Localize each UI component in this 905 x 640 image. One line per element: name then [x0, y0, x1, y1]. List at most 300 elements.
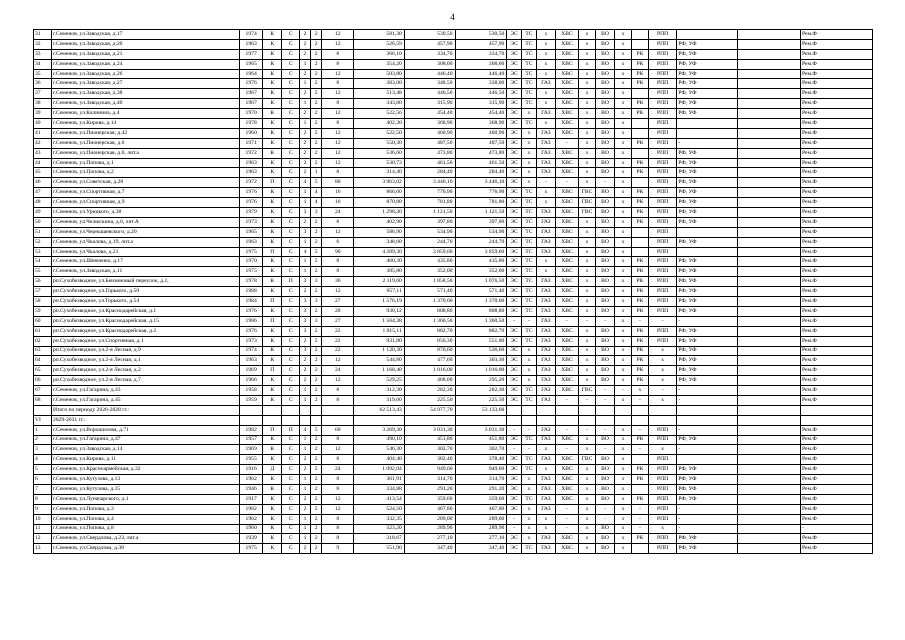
table-cell: ВО [596, 494, 615, 504]
table-cell: ХВС [555, 534, 578, 544]
table-cell: 62 513,43 [354, 405, 405, 415]
table-row [34, 356, 873, 366]
address-cell: г.Семенов, ул.Заводская, д.38 [51, 89, 239, 99]
table-cell: ХВС [555, 198, 578, 208]
table-cell: 1965 [240, 227, 263, 237]
table-cell [631, 415, 648, 425]
table-cell: 1 360,50 [455, 316, 507, 326]
table-cell: ГАЗ [536, 395, 555, 405]
table-cell: 1916 [240, 465, 263, 475]
table-cell: ГАЗ [536, 484, 555, 494]
table-cell: 2 [310, 504, 322, 514]
table-cell: 490,10 [354, 435, 405, 445]
table-cell: х [579, 524, 596, 534]
table-cell: х [536, 198, 555, 208]
table-cell: Рем.Ф [800, 425, 872, 435]
table-row [34, 326, 873, 336]
table-cell: 12 [322, 128, 354, 138]
table-cell: 776,90 [404, 188, 455, 198]
table-cell: 8 [322, 168, 354, 178]
table-cell: 1965 [240, 59, 263, 69]
table-cell: 57 [34, 287, 52, 297]
table-cell: ВО [596, 346, 615, 356]
table-cell: ЭС [507, 257, 522, 267]
table-cell: РФ, УФ [677, 534, 737, 544]
address-cell: г.Семенов, ул.Пионерская, д.42 [51, 128, 239, 138]
table-cell: ВО [596, 366, 615, 376]
table-cell: Рем.Ф [800, 326, 872, 336]
table-cell: Рем.Ф [800, 297, 872, 307]
table-cell: РК [631, 99, 648, 109]
address-cell: рп.Сухобезводное, ул.2-я Лесная, д.7 [51, 376, 239, 386]
table-cell: х [536, 257, 555, 267]
table-cell: ВО [596, 99, 615, 109]
table-cell [737, 49, 800, 59]
table-cell: х [522, 128, 537, 138]
table-cell: РПП [648, 455, 677, 465]
table-cell: К [263, 208, 282, 218]
table-row [34, 435, 873, 445]
table-cell: 50 [34, 217, 52, 227]
table-cell: С [282, 494, 300, 504]
table-cell: х [615, 178, 632, 188]
table-cell: ЭС [507, 366, 522, 376]
table-cell: х [615, 148, 632, 158]
table-cell: х [536, 465, 555, 475]
table-cell: - [507, 514, 522, 524]
table-cell: х [579, 89, 596, 99]
table-cell: К [263, 267, 282, 277]
table-cell: РПП [648, 59, 677, 69]
table-cell: 2 [300, 39, 311, 49]
table-cell: - [631, 504, 648, 514]
table-cell: ГАЗ [536, 376, 555, 386]
address-cell: г.Семенов, ул.Заводская, д.11 [51, 267, 239, 277]
table-cell [737, 465, 800, 475]
table-cell: 1 [300, 79, 311, 89]
table-row [34, 524, 873, 534]
table-cell: 1972 [240, 178, 263, 188]
table-cell: Рем.Ф [800, 465, 872, 475]
table-cell: 1946 [240, 484, 263, 494]
table-cell: х [615, 39, 632, 49]
table-cell: 2 [310, 514, 322, 524]
table-cell: 1979 [240, 208, 263, 218]
table-cell: РФ, УФ [677, 435, 737, 445]
table-row [34, 89, 873, 99]
table-cell: х [579, 247, 596, 257]
table-cell: 8 [322, 217, 354, 227]
table-cell: Рем.Ф [800, 39, 872, 49]
table-cell: 11 [34, 524, 52, 534]
table-cell: 1963 [240, 237, 263, 247]
table-cell: х [615, 297, 632, 307]
table-cell: 1 121,50 [404, 208, 455, 218]
table-cell: ВО [596, 148, 615, 158]
table-cell: РПП [648, 544, 677, 554]
table-cell: 404,40 [354, 455, 405, 465]
table-cell: С [282, 237, 300, 247]
table-cell: С [282, 346, 300, 356]
table-cell: РФ, УФ [677, 257, 737, 267]
table-cell [507, 415, 522, 425]
table-cell: 5 [310, 247, 322, 257]
table-row [34, 49, 873, 59]
table-cell: РФ, УФ [677, 356, 737, 366]
table-row [34, 257, 873, 267]
table-cell: - [596, 178, 615, 188]
table-cell [737, 504, 800, 514]
table-cell: х [579, 138, 596, 148]
table-cell: РПП [648, 297, 677, 307]
table-cell [677, 30, 737, 40]
table-cell: 8 [322, 455, 354, 465]
address-cell: 2029-2031 гг.: [51, 415, 239, 425]
table-cell: 2 [310, 267, 322, 277]
table-cell: К [263, 89, 282, 99]
table-cell: 378,40 [455, 455, 507, 465]
page-number: 4 [450, 12, 455, 22]
table-cell: ЭС [507, 109, 522, 119]
table-cell: К [263, 326, 282, 336]
table-cell: 5 [34, 465, 52, 475]
table-cell: х [615, 524, 632, 534]
table-cell: РФ, УФ [677, 59, 737, 69]
table-cell [737, 99, 800, 109]
table-cell: 882,70 [455, 326, 507, 336]
table-row [34, 484, 873, 494]
table-cell: Рем.Ф [800, 277, 872, 287]
table-cell: 348,50 [404, 79, 455, 89]
table-cell [677, 415, 737, 425]
table-cell: Рем.Ф [800, 109, 872, 119]
table-cell [737, 39, 800, 49]
table-cell: Рем.Ф [800, 99, 872, 109]
table-cell: ГАЗ [536, 79, 555, 89]
table-cell: РФ, УФ [677, 267, 737, 277]
table-cell: 12 [322, 356, 354, 366]
table-cell: Рем.Ф [800, 217, 872, 227]
table-row [34, 247, 873, 257]
table-cell: ХВС [555, 465, 578, 475]
table-cell: С [282, 287, 300, 297]
table-cell: ГАЗ [536, 346, 555, 356]
table-cell: 1 [300, 435, 311, 445]
table-cell: ХВС [555, 119, 578, 129]
table-cell: 435,80 [404, 257, 455, 267]
table-cell: х [579, 494, 596, 504]
table-cell: х [648, 346, 677, 356]
table-cell: х [648, 356, 677, 366]
table-cell: х [615, 158, 632, 168]
table-cell: РК [631, 59, 648, 69]
table-cell: 454,40 [455, 109, 507, 119]
address-cell: г.Семенов, ул.Спортивная, д.7 [51, 188, 239, 198]
table-cell: Рем.Ф [800, 316, 872, 326]
table-cell: РПП [648, 198, 677, 208]
table-cell: х [615, 316, 632, 326]
table-cell: С [282, 148, 300, 158]
table-cell: 2 [310, 455, 322, 465]
table-cell: 2 [300, 49, 311, 59]
table-cell: х [615, 514, 632, 524]
table-cell: РПП [648, 168, 677, 178]
table-cell: РК [631, 534, 648, 544]
table-cell: С [282, 366, 300, 376]
table-cell: РФ, УФ [677, 79, 737, 89]
table-cell: ГАЗ [536, 227, 555, 237]
table-cell [455, 415, 507, 425]
table-cell: РК [631, 356, 648, 366]
table-cell: 2 [310, 306, 322, 316]
table-cell: РФ, УФ [677, 188, 737, 198]
table-cell: С [282, 326, 300, 336]
table-cell: К [263, 119, 282, 129]
table-cell: х [579, 435, 596, 445]
table-cell: 1 370,60 [404, 297, 455, 307]
table-cell: 2 [300, 366, 311, 376]
table-cell: ГАЗ [536, 386, 555, 396]
table-cell: 10 [34, 514, 52, 524]
table-cell: С [282, 297, 300, 307]
table-cell: 530,50 [404, 30, 455, 40]
table-cell: 289,00 [404, 514, 455, 524]
table-cell: ВО [596, 544, 615, 554]
table-cell: 2 [300, 494, 311, 504]
table-cell: 551,90 [354, 544, 405, 554]
table-cell: С [282, 119, 300, 129]
table-cell [737, 217, 800, 227]
table-cell: С [282, 89, 300, 99]
table-cell: ВО [596, 128, 615, 138]
table-cell: х [579, 109, 596, 119]
table-cell: 526,59 [354, 39, 405, 49]
table-cell: К [263, 168, 282, 178]
table-cell [737, 109, 800, 119]
table-cell: - [677, 395, 737, 405]
table-cell: 467,80 [455, 504, 507, 514]
table-row [34, 30, 873, 40]
table-cell: 8 [322, 395, 354, 405]
table-cell: х [615, 435, 632, 445]
table-cell: ЭС [507, 287, 522, 297]
table-cell: ХВС [555, 544, 578, 554]
address-cell: г.Семенов, ул.Челюскина, д.6, лит.А [51, 217, 239, 227]
table-cell: РК [631, 267, 648, 277]
table-cell: 40 [34, 119, 52, 129]
table-cell [631, 484, 648, 494]
table-cell: С [282, 138, 300, 148]
table-cell: 45 [34, 168, 52, 178]
table-cell: РФ, УФ [677, 346, 737, 356]
table-cell: ГВС [579, 188, 596, 198]
table-cell: 284,40 [455, 168, 507, 178]
table-cell: х [615, 287, 632, 297]
table-cell: 581,30 [354, 30, 405, 40]
table-cell [322, 415, 354, 425]
table-cell: ЭС [507, 30, 522, 40]
table-cell: ТС [522, 544, 537, 554]
table-cell: 3 [310, 316, 322, 326]
table-cell: ГАЗ [536, 366, 555, 376]
table-cell: ЭС [507, 168, 522, 178]
table-row [34, 425, 873, 435]
table-row [34, 455, 873, 465]
table-cell [737, 148, 800, 158]
table-cell: х [522, 534, 537, 544]
table-cell: 2 [300, 455, 311, 465]
table-cell: 1975 [240, 544, 263, 554]
table-cell: 4 [300, 178, 311, 188]
table-cell: 8 [322, 49, 354, 59]
table-row [34, 475, 873, 485]
table-cell: 1 016,00 [404, 366, 455, 376]
table-cell: ЭС [507, 484, 522, 494]
table-cell: х [579, 306, 596, 316]
table-cell: ГАЗ [536, 287, 555, 297]
table-cell: х [648, 524, 677, 534]
table-cell [737, 544, 800, 554]
table-cell: РПП [648, 277, 677, 287]
table-cell: 51 [34, 227, 52, 237]
table-cell: ТС [522, 69, 537, 79]
table-cell: ХВС [555, 326, 578, 336]
table-cell: 8 [322, 534, 354, 544]
table-cell: С [282, 168, 300, 178]
table-cell [737, 128, 800, 138]
table-cell: - [677, 386, 737, 396]
table-cell [737, 366, 800, 376]
address-cell: г.Семенов, ул.Кирова, д.11 [51, 455, 239, 465]
table-cell: РПП [648, 99, 677, 109]
table-cell: 7 [34, 484, 52, 494]
table-cell: 1 [300, 445, 311, 455]
table-cell: ТС [522, 386, 537, 396]
table-cell: РФ, УФ [677, 475, 737, 485]
table-cell: 6 [34, 475, 52, 485]
table-cell: ВО [596, 208, 615, 218]
table-cell: 473,80 [455, 148, 507, 158]
table-cell: 359,60 [455, 494, 507, 504]
table-cell: ЭС [507, 79, 522, 89]
table-cell: 2 [310, 445, 322, 455]
table-cell: х [615, 475, 632, 485]
table-cell: 2 119,60 [354, 277, 405, 287]
table-cell: РПП [648, 119, 677, 129]
table-cell: 457,90 [404, 39, 455, 49]
table-cell: 1 076,50 [455, 277, 507, 287]
table-cell: Рем.Ф [800, 455, 872, 465]
table-cell: 856,30 [404, 336, 455, 346]
table-cell: К [263, 346, 282, 356]
address-cell: рп.Сухобезводное, ул.Горького, д.54 [51, 297, 239, 307]
table-cell: РПП [648, 128, 677, 138]
address-cell: г.Семенов, ул.Заводская, д.24 [51, 59, 239, 69]
table-cell: 68 [34, 395, 52, 405]
table-row [34, 237, 873, 247]
table-cell: х [579, 356, 596, 366]
table-cell: РФ, УФ [677, 39, 737, 49]
address-cell: г.Семенов, ул.Кутузова, д.13 [51, 475, 239, 485]
table-cell: К [263, 544, 282, 554]
table-cell: РФ, УФ [677, 366, 737, 376]
table-cell: 1962 [240, 504, 263, 514]
table-row [34, 227, 873, 237]
address-cell: рп.Сухобезводное, ул.Спортивная, д.1 [51, 336, 239, 346]
table-cell: РПП [648, 247, 677, 257]
table-cell: ГАЗ [536, 494, 555, 504]
table-cell: - [596, 316, 615, 326]
table-cell: 308,00 [455, 59, 507, 69]
table-cell: 1976 [240, 79, 263, 89]
table-cell: 359,60 [404, 494, 455, 504]
table-cell [737, 287, 800, 297]
table-cell: Рем.Ф [800, 49, 872, 59]
table-cell: РК [631, 217, 648, 227]
table-cell: 2 [310, 386, 322, 396]
table-cell: 27 [322, 316, 354, 326]
table-cell: х [522, 356, 537, 366]
table-cell: 291,20 [455, 484, 507, 494]
table-cell: РФ, УФ [677, 465, 737, 475]
table-cell: 870,80 [354, 198, 405, 208]
table-cell: 3 [300, 306, 311, 316]
table-cell: х [522, 376, 537, 386]
table-cell: х [615, 366, 632, 376]
table-cell: - [555, 316, 578, 326]
table-cell: К [263, 534, 282, 544]
table-cell: 1 [300, 119, 311, 129]
table-cell: С [282, 49, 300, 59]
table-cell: Д [263, 465, 282, 475]
table-cell [737, 475, 800, 485]
table-cell: ВО [596, 198, 615, 208]
table-cell: х [615, 326, 632, 336]
table-cell: 1973 [240, 336, 263, 346]
table-cell: 2 [300, 158, 311, 168]
table-cell: Рем.Ф [800, 178, 872, 188]
table-cell [737, 257, 800, 267]
table-cell: 1976 [240, 188, 263, 198]
table-cell: 3 [300, 297, 311, 307]
table-cell: ВО [596, 267, 615, 277]
table-cell: 808,80 [404, 306, 455, 316]
table-cell: 413,54 [354, 494, 405, 504]
table-cell: РПП [648, 326, 677, 336]
table-cell: РК [631, 287, 648, 297]
table-cell [737, 336, 800, 346]
table-cell: 1 360,50 [404, 316, 455, 326]
table-cell [677, 119, 737, 129]
table-cell: х [615, 336, 632, 346]
table-cell: ЭС [507, 494, 522, 504]
table-cell: РК [631, 465, 648, 475]
table-cell: Рем.Ф [800, 128, 872, 138]
table-row [34, 445, 873, 455]
table-cell: ВО [596, 524, 615, 534]
table-cell [737, 69, 800, 79]
table-cell: х [536, 69, 555, 79]
table-cell: С [282, 158, 300, 168]
table-cell: х [615, 89, 632, 99]
table-cell: - [596, 445, 615, 455]
table-cell: П [263, 178, 282, 188]
table-cell: 53 [34, 247, 52, 257]
table-cell: ХВС [555, 475, 578, 485]
table-cell: 461,50 [455, 158, 507, 168]
table-cell: х [615, 30, 632, 40]
table-cell [263, 415, 282, 425]
